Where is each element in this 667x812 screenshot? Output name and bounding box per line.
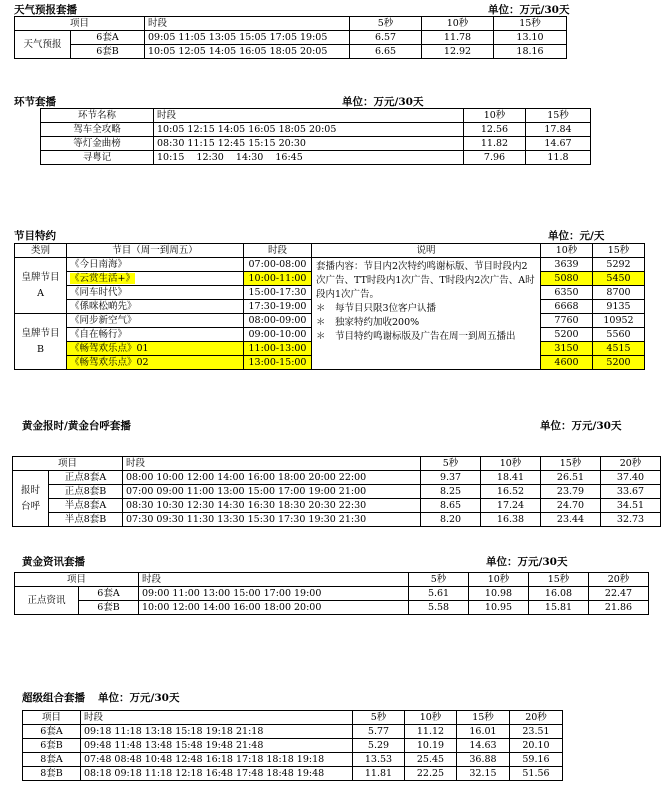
table-row bbox=[15, 45, 567, 59]
item-cell: 8套A bbox=[23, 753, 81, 767]
time-cell: 10:05 12:15 14:05 16:05 18:05 20:05 bbox=[154, 123, 464, 137]
item-cell: 半点8套A bbox=[49, 499, 123, 513]
price-cell: 37.40 bbox=[601, 471, 661, 485]
price-cell: 12.56 bbox=[464, 123, 526, 137]
table-header-row bbox=[41, 109, 591, 123]
table-header-row bbox=[15, 573, 649, 587]
header-cell: 10秒 bbox=[469, 573, 529, 587]
header-cell: 10秒 bbox=[481, 457, 541, 471]
price-cell: 5292 bbox=[593, 258, 645, 272]
item-cell: 6套B bbox=[79, 601, 139, 615]
price-cell: 5080 bbox=[541, 272, 593, 286]
time-cell: 08:30 11:15 12:45 15:15 20:30 bbox=[154, 137, 464, 151]
note-line: 套播内容：节目内2次特约鸣谢标版、节目时段内2次广告、TT时段内1次广告、T时段内2次广告、A时段内1次广告。 bbox=[316, 261, 535, 300]
price-cell: 33.67 bbox=[601, 485, 661, 499]
price-cell: 10.95 bbox=[469, 601, 529, 615]
header-cell: 15秒 bbox=[526, 109, 591, 123]
weather-table bbox=[14, 16, 567, 59]
header-cell: 15秒 bbox=[541, 457, 601, 471]
time-cell: 17:30-19:00 bbox=[244, 300, 312, 314]
header-cell: 15秒 bbox=[593, 244, 645, 258]
table-row bbox=[13, 499, 661, 513]
price-cell: 23.44 bbox=[541, 513, 601, 527]
item-cell: 正点8套A bbox=[49, 471, 123, 485]
header-cell: 说明 bbox=[312, 244, 541, 258]
price-cell: 10.98 bbox=[469, 587, 529, 601]
price-cell: 20.10 bbox=[510, 739, 563, 753]
item-cell: 6套A bbox=[71, 31, 145, 45]
table-header-row bbox=[15, 17, 567, 31]
header-cell: 5秒 bbox=[409, 573, 469, 587]
note-line: ＊ 节目特约鸣谢标版及广告在周一到周五播出 bbox=[316, 331, 516, 342]
group-cell: 天气预报 bbox=[15, 31, 71, 59]
time-cell: 15:00-17:30 bbox=[244, 286, 312, 300]
name-cell: 寻粤记 bbox=[41, 151, 154, 165]
header-cell: 20秒 bbox=[589, 573, 649, 587]
time-cell: 13:00-15:00 bbox=[244, 356, 312, 370]
golden-table bbox=[12, 456, 661, 527]
group-cell: 报时 台呼 bbox=[13, 471, 49, 527]
price-cell: 12.92 bbox=[422, 45, 494, 59]
program-name: 《云赏生活+》 bbox=[70, 273, 135, 284]
time-cell: 09:18 11:18 13:18 15:18 19:18 21:18 bbox=[81, 725, 353, 739]
price-cell: 23.51 bbox=[510, 725, 563, 739]
name-cell: 等灯金曲榜 bbox=[41, 137, 154, 151]
program-cell: 《畅驾欢乐点》01 bbox=[67, 342, 244, 356]
header-cell: 时段 bbox=[244, 244, 312, 258]
header-cell: 10秒 bbox=[541, 244, 593, 258]
price-cell: 16.38 bbox=[481, 513, 541, 527]
table-row bbox=[13, 485, 661, 499]
table-row bbox=[15, 601, 649, 615]
header-cell: 时段 bbox=[123, 457, 421, 471]
item-cell: 正点8套B bbox=[49, 485, 123, 499]
program-cell: 《今日南海》 bbox=[67, 258, 244, 272]
price-cell: 5200 bbox=[593, 356, 645, 370]
golden-unit: 单位：万元/30天 bbox=[540, 420, 622, 432]
price-cell: 32.15 bbox=[457, 767, 510, 781]
news-table bbox=[14, 572, 649, 615]
price-cell: 6.57 bbox=[350, 31, 422, 45]
name-cell: 驾车全攻略 bbox=[41, 123, 154, 137]
price-cell: 5.29 bbox=[353, 739, 405, 753]
segment-title: 环节套播 bbox=[14, 96, 56, 108]
price-cell: 18.41 bbox=[481, 471, 541, 485]
group-cell: 正点资讯 bbox=[15, 587, 79, 615]
header-cell: 项目 bbox=[13, 457, 123, 471]
program-cell: 《自在畅行》 bbox=[67, 328, 244, 342]
price-cell: 23.79 bbox=[541, 485, 601, 499]
header-cell: 20秒 bbox=[601, 457, 661, 471]
combo-title: 超级组合套播 bbox=[22, 692, 85, 704]
header-cell: 类别 bbox=[15, 244, 67, 258]
time-cell: 07:00-08:00 bbox=[244, 258, 312, 272]
price-cell: 21.86 bbox=[589, 601, 649, 615]
price-cell: 5560 bbox=[593, 328, 645, 342]
price-cell: 11.81 bbox=[353, 767, 405, 781]
combo-unit: 单位：万元/30天 bbox=[98, 692, 180, 704]
price-cell: 14.67 bbox=[526, 137, 591, 151]
item-cell: 6套A bbox=[79, 587, 139, 601]
time-cell: 10:15 12:30 14:30 16:45 bbox=[154, 151, 464, 165]
price-cell: 22.47 bbox=[589, 587, 649, 601]
price-cell: 10.19 bbox=[405, 739, 457, 753]
table-header-row bbox=[15, 244, 645, 258]
price-cell: 22.25 bbox=[405, 767, 457, 781]
time-cell: 10:00-11:00 bbox=[244, 272, 312, 286]
price-cell: 15.81 bbox=[529, 601, 589, 615]
special-unit: 单位：元/天 bbox=[548, 230, 605, 242]
table-row bbox=[13, 513, 661, 527]
price-cell: 36.88 bbox=[457, 753, 510, 767]
description-cell bbox=[312, 258, 541, 370]
price-cell: 8.20 bbox=[421, 513, 481, 527]
time-cell: 07:00 09:00 11:00 13:00 15:00 17:00 19:00 21:00 bbox=[123, 485, 421, 499]
price-cell: 6668 bbox=[541, 300, 593, 314]
price-cell: 13.10 bbox=[494, 31, 567, 45]
price-cell: 3150 bbox=[541, 342, 593, 356]
time-cell: 07:48 08:48 10:48 12:48 16:18 17:18 18:18 19:18 bbox=[81, 753, 353, 767]
time-cell: 08:18 09:18 11:18 12:18 16:48 17:48 18:48 19:48 bbox=[81, 767, 353, 781]
header-cell: 10秒 bbox=[464, 109, 526, 123]
category-cell: 皇牌节目 A bbox=[15, 258, 67, 314]
price-cell: 8.25 bbox=[421, 485, 481, 499]
header-cell: 项目 bbox=[15, 573, 139, 587]
program-cell: 《畅驾欢乐点》02 bbox=[67, 356, 244, 370]
news-unit: 单位：万元/30天 bbox=[486, 556, 568, 568]
price-cell: 11.8 bbox=[526, 151, 591, 165]
price-cell: 5200 bbox=[541, 328, 593, 342]
price-cell: 17.84 bbox=[526, 123, 591, 137]
price-cell: 16.08 bbox=[529, 587, 589, 601]
price-cell: 9135 bbox=[593, 300, 645, 314]
news-title: 黄金资讯套播 bbox=[22, 556, 85, 568]
note-line: ＊ 每节目只限3位客户认播 bbox=[316, 303, 437, 314]
table-row bbox=[23, 725, 563, 739]
price-cell: 13.53 bbox=[353, 753, 405, 767]
item-cell: 6套A bbox=[23, 725, 81, 739]
header-cell: 5秒 bbox=[421, 457, 481, 471]
header-cell: 项目 bbox=[23, 711, 81, 725]
price-cell: 10952 bbox=[593, 314, 645, 328]
price-cell: 17.24 bbox=[481, 499, 541, 513]
price-cell: 5.77 bbox=[353, 725, 405, 739]
price-cell: 6.65 bbox=[350, 45, 422, 59]
price-cell: 8.65 bbox=[421, 499, 481, 513]
price-cell: 16.52 bbox=[481, 485, 541, 499]
header-cell: 20秒 bbox=[510, 711, 563, 725]
time-cell: 09:00-10:00 bbox=[244, 328, 312, 342]
price-cell: 34.51 bbox=[601, 499, 661, 513]
special-title: 节目特约 bbox=[14, 230, 56, 242]
price-cell: 26.51 bbox=[541, 471, 601, 485]
price-cell: 16.01 bbox=[457, 725, 510, 739]
header-cell: 10秒 bbox=[422, 17, 494, 31]
time-cell: 08:30 10:30 12:30 14:30 16:30 18:30 20:30 22:30 bbox=[123, 499, 421, 513]
weather-title: 天气预报套播 bbox=[14, 4, 77, 16]
header-cell: 5秒 bbox=[353, 711, 405, 725]
price-cell: 7760 bbox=[541, 314, 593, 328]
price-cell: 4515 bbox=[593, 342, 645, 356]
header-cell: 节目（周一到周五） bbox=[67, 244, 244, 258]
item-cell: 半点8套B bbox=[49, 513, 123, 527]
time-cell: 10:05 12:05 14:05 16:05 18:05 20:05 bbox=[145, 45, 350, 59]
price-cell: 59.16 bbox=[510, 753, 563, 767]
item-cell: 6套B bbox=[23, 739, 81, 753]
table-row bbox=[41, 123, 591, 137]
program-cell bbox=[67, 272, 244, 286]
header-cell: 时段 bbox=[154, 109, 464, 123]
time-cell: 08:00-09:00 bbox=[244, 314, 312, 328]
table-row bbox=[15, 587, 649, 601]
header-cell: 15秒 bbox=[457, 711, 510, 725]
segment-unit: 单位：万元/30天 bbox=[342, 96, 424, 108]
header-cell: 时段 bbox=[139, 573, 409, 587]
price-cell: 4600 bbox=[541, 356, 593, 370]
table-row bbox=[15, 258, 645, 272]
table-row bbox=[41, 151, 591, 165]
header-cell: 15秒 bbox=[494, 17, 567, 31]
item-cell: 6套B bbox=[71, 45, 145, 59]
time-cell: 09:05 11:05 13:05 15:05 17:05 19:05 bbox=[145, 31, 350, 45]
time-cell: 07:30 09:30 11:30 13:30 15:30 17:30 19:30 21:30 bbox=[123, 513, 421, 527]
price-cell: 11.12 bbox=[405, 725, 457, 739]
price-cell: 14.63 bbox=[457, 739, 510, 753]
price-cell: 6350 bbox=[541, 286, 593, 300]
price-cell: 8700 bbox=[593, 286, 645, 300]
time-cell: 10:00 12:00 14:00 16:00 18:00 20:00 bbox=[139, 601, 409, 615]
combo-table bbox=[22, 710, 563, 781]
header-cell: 时段 bbox=[145, 17, 350, 31]
header-cell: 环节名称 bbox=[41, 109, 154, 123]
program-cell: 《同车时代》 bbox=[67, 286, 244, 300]
special-table bbox=[14, 243, 645, 370]
price-cell: 32.73 bbox=[601, 513, 661, 527]
price-cell: 24.70 bbox=[541, 499, 601, 513]
table-row bbox=[15, 31, 567, 45]
header-cell: 时段 bbox=[81, 711, 353, 725]
item-cell: 8套B bbox=[23, 767, 81, 781]
price-cell: 51.56 bbox=[510, 767, 563, 781]
price-cell: 18.16 bbox=[494, 45, 567, 59]
table-row bbox=[23, 753, 563, 767]
program-cell: 《係咪松啲先》 bbox=[67, 300, 244, 314]
category-cell: 皇牌节目 B bbox=[15, 314, 67, 370]
price-cell: 5.61 bbox=[409, 587, 469, 601]
price-cell: 11.78 bbox=[422, 31, 494, 45]
time-cell: 11:00-13:00 bbox=[244, 342, 312, 356]
header-cell: 10秒 bbox=[405, 711, 457, 725]
weather-unit: 单位：万元/30天 bbox=[488, 4, 570, 16]
price-cell: 25.45 bbox=[405, 753, 457, 767]
price-cell: 9.37 bbox=[421, 471, 481, 485]
note-line: ＊ 独家特约加收200% bbox=[316, 317, 420, 328]
price-cell: 3639 bbox=[541, 258, 593, 272]
time-cell: 09:00 11:00 13:00 15:00 17:00 19:00 bbox=[139, 587, 409, 601]
header-cell: 5秒 bbox=[350, 17, 422, 31]
price-cell: 11.82 bbox=[464, 137, 526, 151]
golden-title: 黄金报时/黄金台呼套播 bbox=[22, 420, 131, 432]
table-row bbox=[41, 137, 591, 151]
price-cell: 5450 bbox=[593, 272, 645, 286]
time-cell: 09:48 11:48 13:48 15:48 19:48 21:48 bbox=[81, 739, 353, 753]
time-cell: 08:00 10:00 12:00 14:00 16:00 18:00 20:00 22:00 bbox=[123, 471, 421, 485]
program-cell: 《同步新空气》 bbox=[67, 314, 244, 328]
table-row bbox=[23, 767, 563, 781]
table-row bbox=[23, 739, 563, 753]
header-cell: 项目 bbox=[15, 17, 145, 31]
segment-table bbox=[40, 108, 591, 165]
table-header-row bbox=[23, 711, 563, 725]
table-row bbox=[13, 471, 661, 485]
table-header-row bbox=[13, 457, 661, 471]
price-cell: 5.58 bbox=[409, 601, 469, 615]
header-cell: 15秒 bbox=[529, 573, 589, 587]
price-cell: 7.96 bbox=[464, 151, 526, 165]
